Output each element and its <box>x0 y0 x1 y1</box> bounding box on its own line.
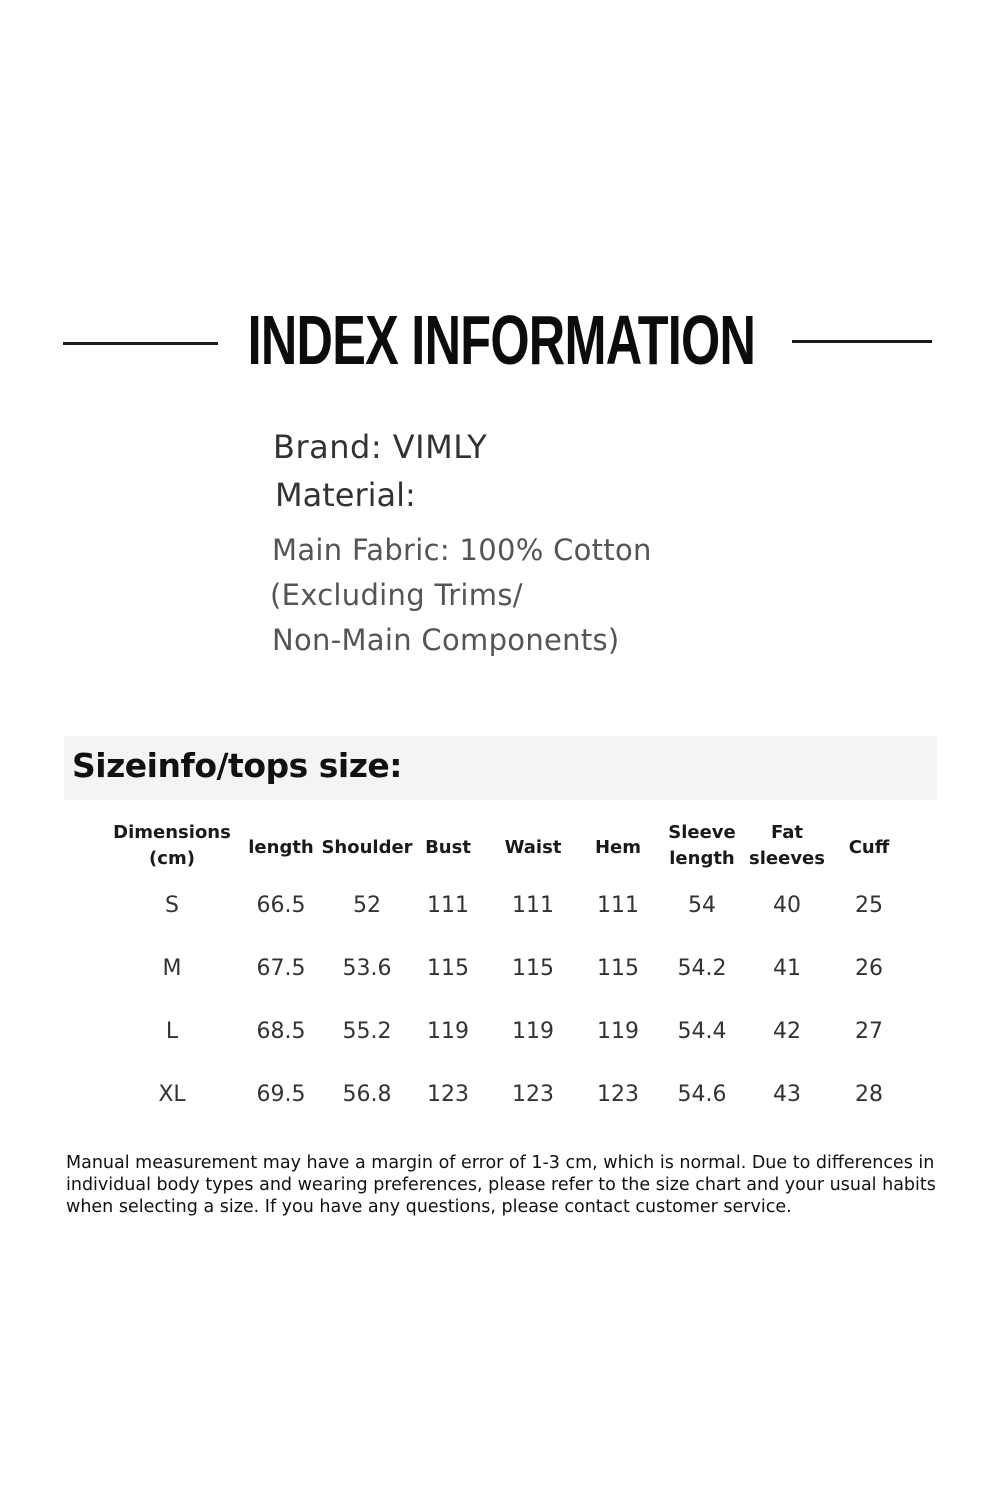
column-header-line: Dimensions <box>113 822 231 843</box>
table-cell: 67.5 <box>256 956 306 981</box>
column-header <box>321 835 412 861</box>
column-header-line: Hem <box>594 837 642 858</box>
table-cell: 68.5 <box>256 1019 306 1044</box>
column-header <box>749 820 825 872</box>
table-cell: 27 <box>855 1019 883 1044</box>
table-cell: 66.5 <box>256 893 306 918</box>
column-header <box>668 820 736 872</box>
column-header-line: (cm) <box>149 848 195 869</box>
column-header-line: length <box>669 848 735 869</box>
table-cell: 115 <box>512 956 554 981</box>
table-cell: 119 <box>512 1019 554 1044</box>
column-header-line: Bust <box>425 837 471 858</box>
title-divider-right <box>792 340 932 343</box>
table-cell: 54.6 <box>677 1082 727 1107</box>
column-header <box>425 835 471 861</box>
table-cell: 25 <box>855 893 883 918</box>
column-header <box>595 835 641 861</box>
brand-text: Brand: VIMLY <box>273 428 488 466</box>
size-section-heading: Sizeinfo/tops size: <box>72 746 402 785</box>
column-header-line: Waist <box>504 837 562 858</box>
table-cell: 115 <box>597 956 639 981</box>
table-cell: 54.4 <box>677 1019 727 1044</box>
table-cell: 119 <box>427 1019 469 1044</box>
table-cell: 123 <box>512 1082 554 1107</box>
table-cell: 26 <box>855 956 883 981</box>
table-cell: 40 <box>773 893 801 918</box>
table-cell: 43 <box>773 1082 801 1107</box>
column-header-line: Shoulder <box>321 837 413 858</box>
table-cell: 123 <box>597 1082 639 1107</box>
table-cell: 55.2 <box>342 1019 392 1044</box>
table-cell: 123 <box>427 1082 469 1107</box>
column-header <box>248 835 314 861</box>
table-cell: 41 <box>773 956 801 981</box>
table-cell: 69.5 <box>256 1082 306 1107</box>
size-label-cell: S <box>165 893 179 918</box>
fabric-line-3: Non-Main Components) <box>272 623 620 657</box>
size-section-header <box>64 736 937 800</box>
column-header-line: Cuff <box>848 837 890 858</box>
table-cell: 42 <box>773 1019 801 1044</box>
fabric-line-2: (Excluding Trims/ <box>270 578 523 612</box>
table-cell: 119 <box>597 1019 639 1044</box>
column-header <box>113 820 231 872</box>
table-cell: 53.6 <box>342 956 392 981</box>
size-label-cell: M <box>162 956 182 981</box>
table-cell: 111 <box>512 893 554 918</box>
table-cell: 28 <box>855 1082 883 1107</box>
table-cell: 115 <box>427 956 469 981</box>
column-header <box>505 835 562 861</box>
table-cell: 54 <box>688 893 716 918</box>
measurement-note: Manual measurement may have a margin of error of 1-3 cm, which is normal. Due to differences in individual body types and wearing preferences, please refer to the size chart and your usual habits when selecting a size. If you have any questions, please contact customer service. <box>66 1153 936 1217</box>
table-cell: 52 <box>353 893 381 918</box>
table-cell: 56.8 <box>342 1082 392 1107</box>
table-cell: 111 <box>427 893 469 918</box>
column-header-line: sleeves <box>749 848 825 869</box>
size-label-cell: XL <box>158 1082 186 1107</box>
size-label-cell: L <box>165 1019 179 1044</box>
column-header-line: Sleeve <box>668 822 736 843</box>
column-header-line: length <box>248 837 314 858</box>
column-header <box>849 835 890 861</box>
material-label: Material: <box>275 476 416 514</box>
table-cell: 54.2 <box>677 956 727 981</box>
fabric-line-1: Main Fabric: 100% Cotton <box>272 533 652 567</box>
table-cell: 111 <box>597 893 639 918</box>
page-title: INDEX INFORMATION <box>247 301 756 379</box>
column-header-line: Fat <box>771 822 803 843</box>
